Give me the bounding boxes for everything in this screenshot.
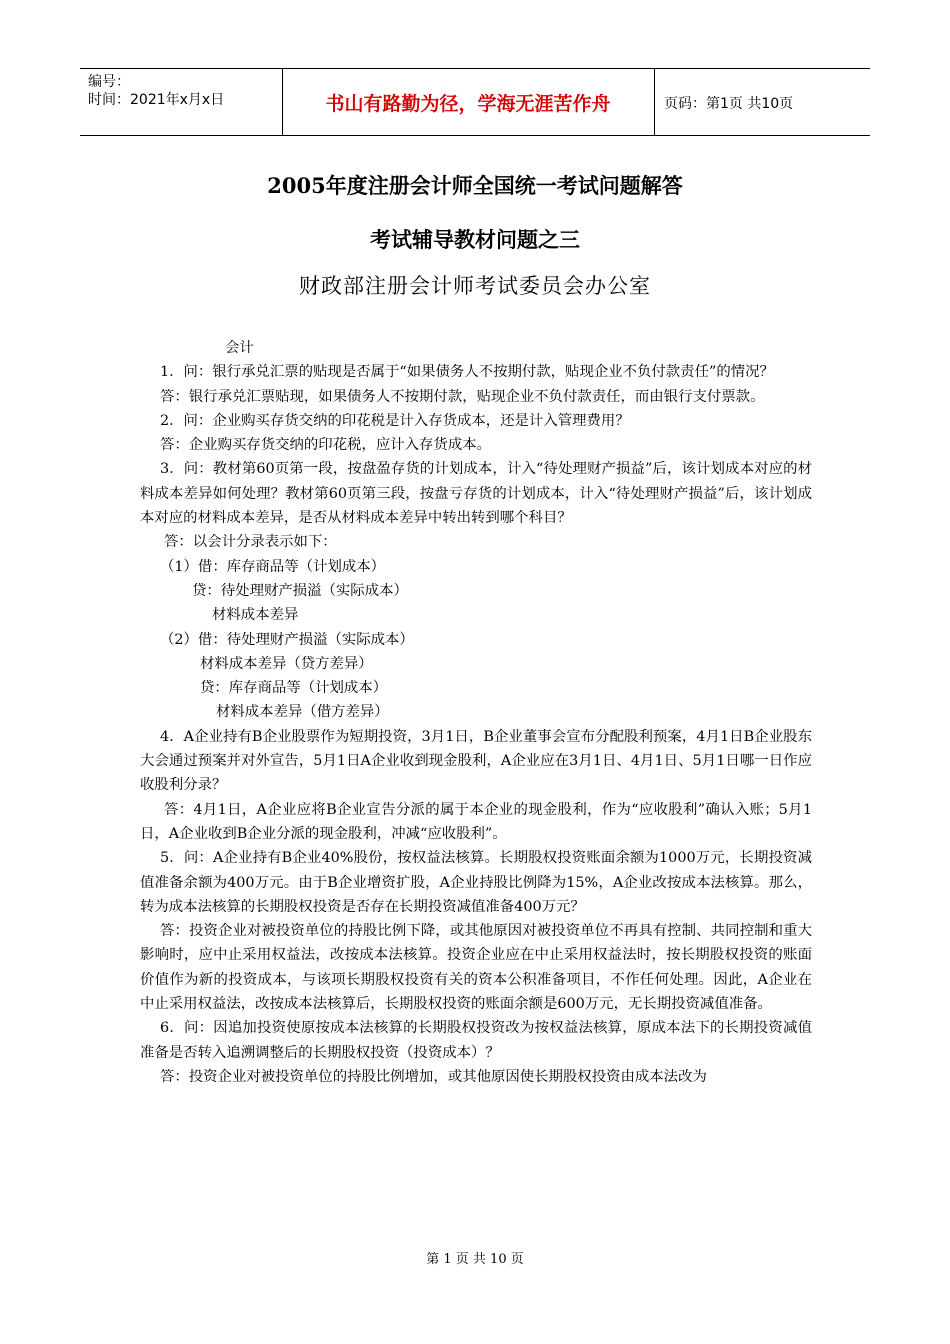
paragraph: 会计 — [225, 340, 254, 356]
page-header — [80, 68, 870, 136]
header-meta — [88, 73, 224, 109]
page-footer: 第 1 页 共 10 页 — [426, 1252, 524, 1267]
paragraph: 3．问：教材第60页第一段，按盘盈存货的计划成本，计入“待处理财产损益”后，该计划成本对应的材料成本差异如何处理？教材第60页第三段，按盘亏存货的计划成本，计入“待处理财产损益”后，该计划成本对应的材料成本差异，是否从材料成本差异中转出转到哪个科目？ — [140, 461, 812, 527]
paragraph: 材料成本差异（贷方差异） — [200, 655, 373, 672]
paragraph: 答：投资企业对被投资单位的持股比例增加，或其他原因使长期股权投资由成本法改为 — [160, 1068, 707, 1085]
paragraph: （2）借：待处理财产损溢（实际成本） — [160, 631, 414, 648]
paragraph: 5．问：A企业持有B企业40%股份，按权益法核算。长期股权投资账面余额为1000万元，长期投资减值准备余额为400万元。由于B企业增资扩股，A企业持股比例降为15%，A企业改按成本法核算。那么，转为成本法核算的长期股权投资是否存在长期投资减值准备400万元？ — [140, 850, 812, 915]
paragraph: 答：投资企业对被投资单位的持股比例下降，或其他原因对被投资单位不再具有控制、共同控制和重大影响时，应中止采用权益法，改按成本法核算。投资企业应在中止采用权益法时，按长期股权投资的账面价值作为新的投资成本，与该项长期股权投资有关的资本公积准备项目，不作任何处理。因此，A企业在中止采用权益法，改按成本法核算后，长期股权投资的账面余额是600万元，无长期投资减值准备。 — [140, 923, 812, 1013]
paragraph: 4．A企业持有B企业股票作为短期投资，3月1日，B企业董事会宣布分配股利预案，4月1日B企业股东大会通过预案并对外宣告，5月1日A企业收到现金股利，A企业应在3月1日、4月1日、5月1日哪一日作应收股利分录？ — [140, 728, 812, 794]
number-label: 编号： — [88, 74, 130, 90]
document-body — [140, 336, 812, 1089]
paragraph: 答：银行承兑汇票贴现，如果债务人不按期付款，贴现企业不负付款责任，而由银行支付票款。 — [160, 388, 765, 405]
paragraph: 1．问：银行承兑汇票的贴现是否属于“如果债务人不按期付款，贴现企业不负付款责任”的情况？ — [160, 364, 774, 381]
paragraph: 答：4月1日，A企业应将B企业宣告分派的属于本企业的现金股利，作为“应收股利”确认入账；5月1日，A企业收到B企业分派的现金股利，冲减“应收股利”。 — [140, 801, 812, 842]
document-subtitle: 考试辅导教材问题之三 — [370, 227, 580, 252]
paragraph: 答：企业购买存货交纳的印花税，应计入存货成本。 — [160, 437, 491, 454]
paragraph: 贷：库存商品等（计划成本） — [200, 680, 388, 697]
header-divider — [654, 69, 655, 135]
paragraph: （1）借：库存商品等（计划成本） — [160, 558, 386, 575]
paragraph: 贷：待处理财产损溢（实际成本） — [192, 582, 408, 599]
document-title: 2005年度注册会计师全国统一考试问题解答 — [267, 173, 683, 198]
paragraph: 材料成本差异 — [212, 607, 299, 624]
paragraph: 6．问：因追加投资使原按成本法核算的长期股权投资改为按权益法核算，原成本法下的长期投资减值准备是否转入追溯调整后的长期股权投资（投资成本）？ — [140, 1020, 812, 1061]
header-motto: 书山有路勤为径，学海无涯苦作舟 — [325, 92, 611, 115]
paragraph: 2．问：企业购买存货交纳的印花税是计入存货成本，还是计入管理费用？ — [160, 412, 630, 429]
date-label: 时间：2021年x月x日 — [88, 92, 225, 108]
document-issuer: 财政部注册会计师考试委员会办公室 — [299, 274, 651, 298]
header-page-info: 页码：第1页 共10页 — [664, 96, 794, 112]
paragraph: 材料成本差异（借方差异） — [216, 704, 389, 721]
paragraph: 答：以会计分录表示如下： — [164, 534, 337, 551]
